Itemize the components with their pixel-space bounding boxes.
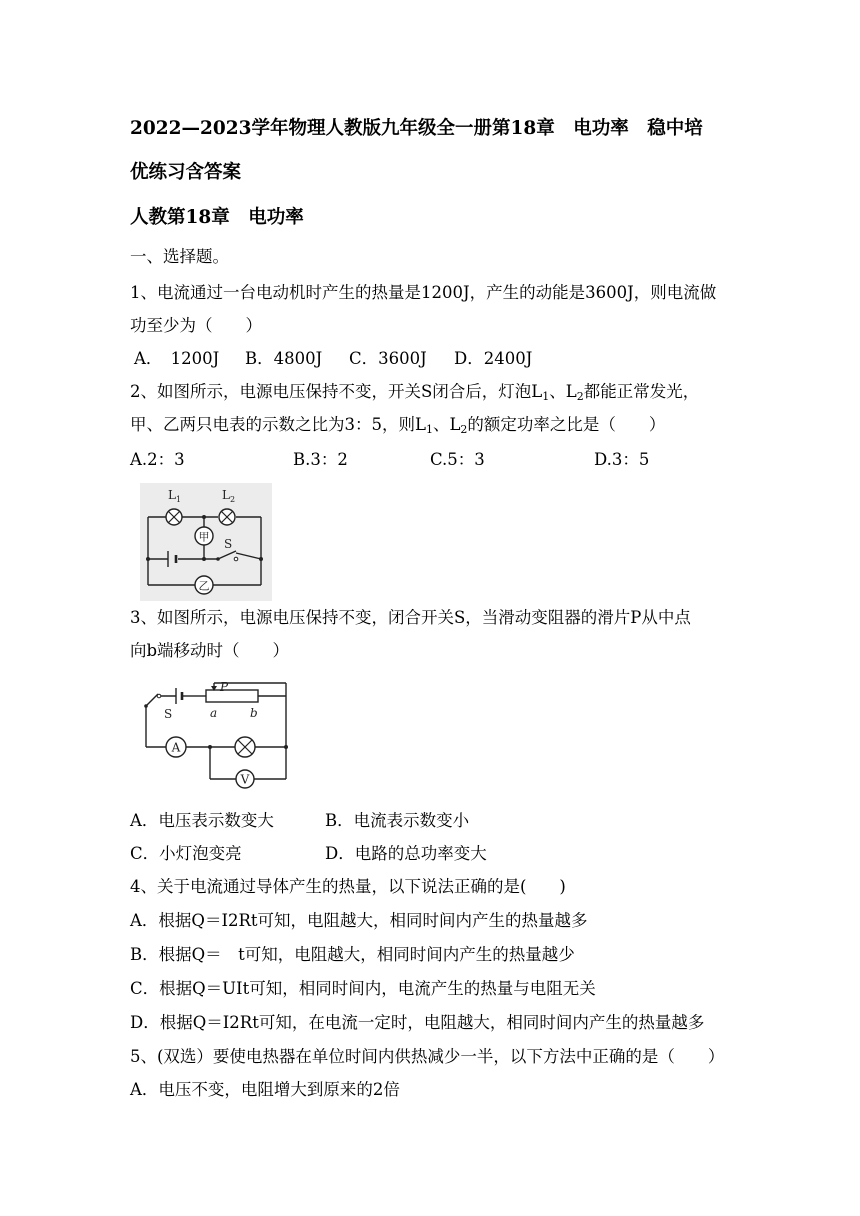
label-l2: $L_2$ — [222, 488, 236, 504]
label-slider-p: P — [220, 680, 229, 694]
label-voltmeter: V — [240, 772, 250, 787]
q2-option-d: D.3：5 — [594, 450, 650, 469]
q3-option-b: B．电流表示数变小 — [325, 811, 470, 830]
q3-circuit-diagram — [138, 680, 290, 790]
q2-option-a: A.2：3 — [130, 450, 185, 469]
label-ammeter: A — [171, 740, 181, 755]
label-end-a: a — [210, 706, 218, 720]
q5-option-a: A．电压不变，电阻增大到原来的2倍 — [130, 1080, 400, 1099]
q3-option-d: D．电路的总功率变大 — [325, 844, 487, 863]
label-l1: $L_1$ — [168, 488, 182, 504]
q2-circuit-diagram — [140, 483, 272, 601]
q4-stem: 4、关于电流通过导体产生的热量，以下说法正确的是( ) — [130, 877, 566, 896]
q3-option-c: C．小灯泡变亮 — [130, 844, 242, 863]
label-meter-yi: 乙 — [198, 579, 210, 593]
q4-option-b: B．根据Q＝ t可知，电阻越大，相同时间内产生的热量越少 — [130, 945, 575, 964]
q2-option-c: C.5：3 — [430, 450, 485, 469]
q1-stem-line-1: 1、电流通过一台电动机时产生的热量是1200J，产生的动能是3600J，则电流做 — [130, 283, 717, 302]
label-switch-s: S — [224, 537, 233, 551]
q4-option-d: D．根据Q＝I2Rt可知，在电流一定时，电阻越大，相同时间内产生的热量越多 — [130, 1013, 705, 1032]
lamp-l2-icon — [219, 509, 235, 525]
label-meter-jia: 甲 — [198, 530, 210, 544]
q1-option-a: A． 1200J — [134, 349, 220, 368]
section-heading: 一、选择题。 — [130, 247, 229, 266]
q2-stem-line-2: 甲、乙两只电表的示数之比为3：5，则$L_1$、$L_2$的额定功率之比是（ ） — [130, 415, 666, 436]
q3-stem-line-1: 3、如图所示，电源电压保持不变，闭合开关S，当滑动变阻器的滑片P从中点 — [130, 608, 691, 627]
q4-option-a: A．根据Q＝I2Rt可知，电阻越大，相同时间内产生的热量越多 — [130, 911, 588, 930]
q3-stem-line-2: 向b端移动时（ ） — [130, 641, 290, 660]
q2-stem-line-1: 2、如图所示，电源电压保持不变，开关S闭合后，灯泡$L_1$、$L_2$都能正常发光， — [130, 382, 700, 403]
q1-option-b: B．4800J — [245, 349, 323, 368]
q4-option-c: C．根据Q＝UIt可知，相同时间内，电流产生的热量与电阻无关 — [130, 979, 596, 998]
label-switch-s: S — [164, 707, 173, 721]
label-end-b: b — [250, 706, 258, 720]
q1-option-c: C．3600J — [349, 349, 427, 368]
doc-title-line-2: 优练习含答案 — [130, 162, 242, 183]
chapter-heading: 人教第18章 电功率 — [130, 207, 304, 228]
q1-option-d: D．2400J — [454, 349, 533, 368]
q2-option-b: B.3：2 — [293, 450, 348, 469]
doc-title-line-1: 2022—2023学年物理人教版九年级全一册第18章 电功率 稳中培 — [130, 118, 703, 139]
lamp-l1-icon — [166, 509, 182, 525]
q5-stem: 5、(双选）要使电热器在单位时间内供热减少一半，以下方法中正确的是（ ） — [130, 1047, 725, 1066]
q1-stem-line-2: 功至少为（ ） — [130, 316, 262, 335]
q3-option-a: A．电压表示数变大 — [130, 811, 274, 830]
lamp-icon — [235, 737, 255, 757]
